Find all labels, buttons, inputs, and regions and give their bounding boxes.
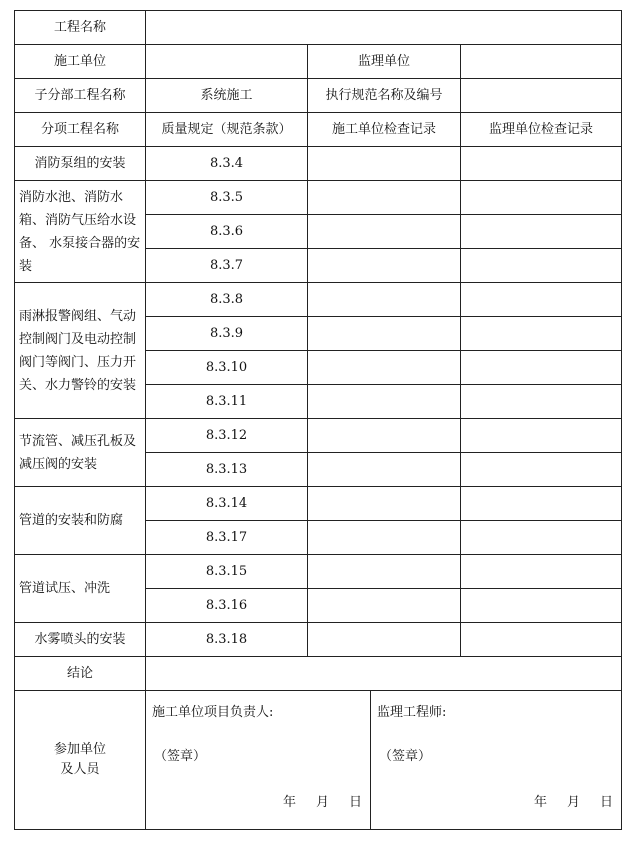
construction-check-cell[interactable] (308, 215, 461, 249)
construction-date-year: 年 (282, 795, 296, 810)
supervision-check-cell[interactable] (461, 419, 622, 453)
construction-check-cell[interactable] (308, 419, 461, 453)
supervision-check-cell[interactable] (461, 589, 622, 623)
supervision-date-month: 月 (566, 795, 580, 810)
clause-number: 8.3.4 (146, 147, 308, 181)
construction-date-month: 月 (315, 795, 329, 810)
item-name: 雨淋报警阀组、气动控制阀门及电动控制阀门等阀门、压力开关、水力警铃的安装 (15, 283, 146, 419)
construction-date-day: 日 (348, 795, 362, 810)
participants-label (15, 691, 146, 830)
row-project-name (15, 11, 622, 45)
clause-number: 8.3.11 (146, 385, 308, 419)
item-name: 管道的安装和防腐 (15, 487, 146, 555)
construction-check-cell[interactable] (308, 147, 461, 181)
standard-value[interactable] (461, 79, 622, 113)
construction-date (263, 793, 362, 813)
row-sub-project (15, 79, 622, 113)
item-name: 节流管、减压孔板及减压阀的安装 (15, 419, 146, 487)
col-clause-header: 质量规定（规范条款） (146, 113, 308, 147)
inspection-form-table (14, 10, 622, 830)
participants-label-line2: 及人员 (60, 762, 100, 777)
construction-check-cell[interactable] (308, 385, 461, 419)
item-row (15, 147, 622, 181)
construction-check-cell[interactable] (308, 351, 461, 385)
construction-unit-value[interactable] (146, 45, 308, 79)
item-name: 水雾喷头的安装 (15, 623, 146, 657)
col-construction-check-header: 施工单位检查记录 (308, 113, 461, 147)
items-body (15, 147, 622, 657)
clause-number: 8.3.12 (146, 419, 308, 453)
supervision-check-cell[interactable] (461, 147, 622, 181)
clause-number: 8.3.16 (146, 589, 308, 623)
supervision-signature-block[interactable] (371, 691, 621, 829)
signature-area (146, 691, 622, 830)
clause-number: 8.3.10 (146, 351, 308, 385)
construction-seal-label: （签章） (154, 749, 207, 764)
clause-number: 8.3.6 (146, 215, 308, 249)
supervision-check-cell[interactable] (461, 181, 622, 215)
construction-signature-block[interactable] (146, 691, 371, 829)
project-name-label: 工程名称 (15, 11, 146, 45)
supervision-check-cell[interactable] (461, 215, 622, 249)
item-row (15, 283, 622, 317)
supervision-unit-label: 监理单位 (308, 45, 461, 79)
participants-label-line1: 参加单位 (53, 742, 106, 757)
clause-number: 8.3.13 (146, 453, 308, 487)
sub-project-label: 子分部工程名称 (15, 79, 146, 113)
item-row (15, 623, 622, 657)
item-row (15, 181, 622, 215)
item-name: 消防泵组的安装 (15, 147, 146, 181)
supervision-signature-title: 监理工程师: (377, 705, 447, 720)
supervision-check-cell[interactable] (461, 283, 622, 317)
clause-number: 8.3.14 (146, 487, 308, 521)
supervision-check-cell[interactable] (461, 555, 622, 589)
supervision-unit-value[interactable] (461, 45, 622, 79)
row-units (15, 45, 622, 79)
clause-number: 8.3.8 (146, 283, 308, 317)
item-name: 管道试压、冲洗 (15, 555, 146, 623)
construction-check-cell[interactable] (308, 589, 461, 623)
clause-number: 8.3.15 (146, 555, 308, 589)
sub-project-value: 系统施工 (146, 79, 308, 113)
row-participants (15, 691, 622, 830)
item-row (15, 487, 622, 521)
supervision-seal-label: （签章） (379, 749, 432, 764)
conclusion-label: 结论 (15, 657, 146, 691)
clause-number: 8.3.18 (146, 623, 308, 657)
col-supervision-check-header: 监理单位检查记录 (461, 113, 622, 147)
clause-number: 8.3.7 (146, 249, 308, 283)
item-row (15, 555, 622, 589)
supervision-check-cell[interactable] (461, 385, 622, 419)
supervision-date-day: 日 (600, 795, 614, 810)
construction-check-cell[interactable] (308, 623, 461, 657)
supervision-check-cell[interactable] (461, 317, 622, 351)
standard-label: 执行规范名称及编号 (308, 79, 461, 113)
column-header-row (15, 113, 622, 147)
project-name-value[interactable] (146, 11, 622, 45)
conclusion-value[interactable] (146, 657, 622, 691)
clause-number: 8.3.5 (146, 181, 308, 215)
col-item-header: 分项工程名称 (15, 113, 146, 147)
construction-check-cell[interactable] (308, 317, 461, 351)
construction-signature-title: 施工单位项目负责人: (152, 705, 274, 720)
construction-check-cell[interactable] (308, 249, 461, 283)
supervision-check-cell[interactable] (461, 351, 622, 385)
supervision-check-cell[interactable] (461, 487, 622, 521)
construction-check-cell[interactable] (308, 283, 461, 317)
supervision-check-cell[interactable] (461, 453, 622, 487)
clause-number: 8.3.9 (146, 317, 308, 351)
row-conclusion (15, 657, 622, 691)
clause-number: 8.3.17 (146, 521, 308, 555)
supervision-check-cell[interactable] (461, 249, 622, 283)
construction-check-cell[interactable] (308, 555, 461, 589)
construction-check-cell[interactable] (308, 453, 461, 487)
supervision-date (514, 793, 613, 813)
item-name: 消防水池、消防水箱、消防气压给水设备、 水泵接合器的安装 (15, 181, 146, 283)
supervision-check-cell[interactable] (461, 623, 622, 657)
construction-unit-label: 施工单位 (15, 45, 146, 79)
construction-check-cell[interactable] (308, 487, 461, 521)
item-row (15, 419, 622, 453)
construction-check-cell[interactable] (308, 181, 461, 215)
construction-check-cell[interactable] (308, 521, 461, 555)
supervision-date-year: 年 (533, 795, 547, 810)
supervision-check-cell[interactable] (461, 521, 622, 555)
